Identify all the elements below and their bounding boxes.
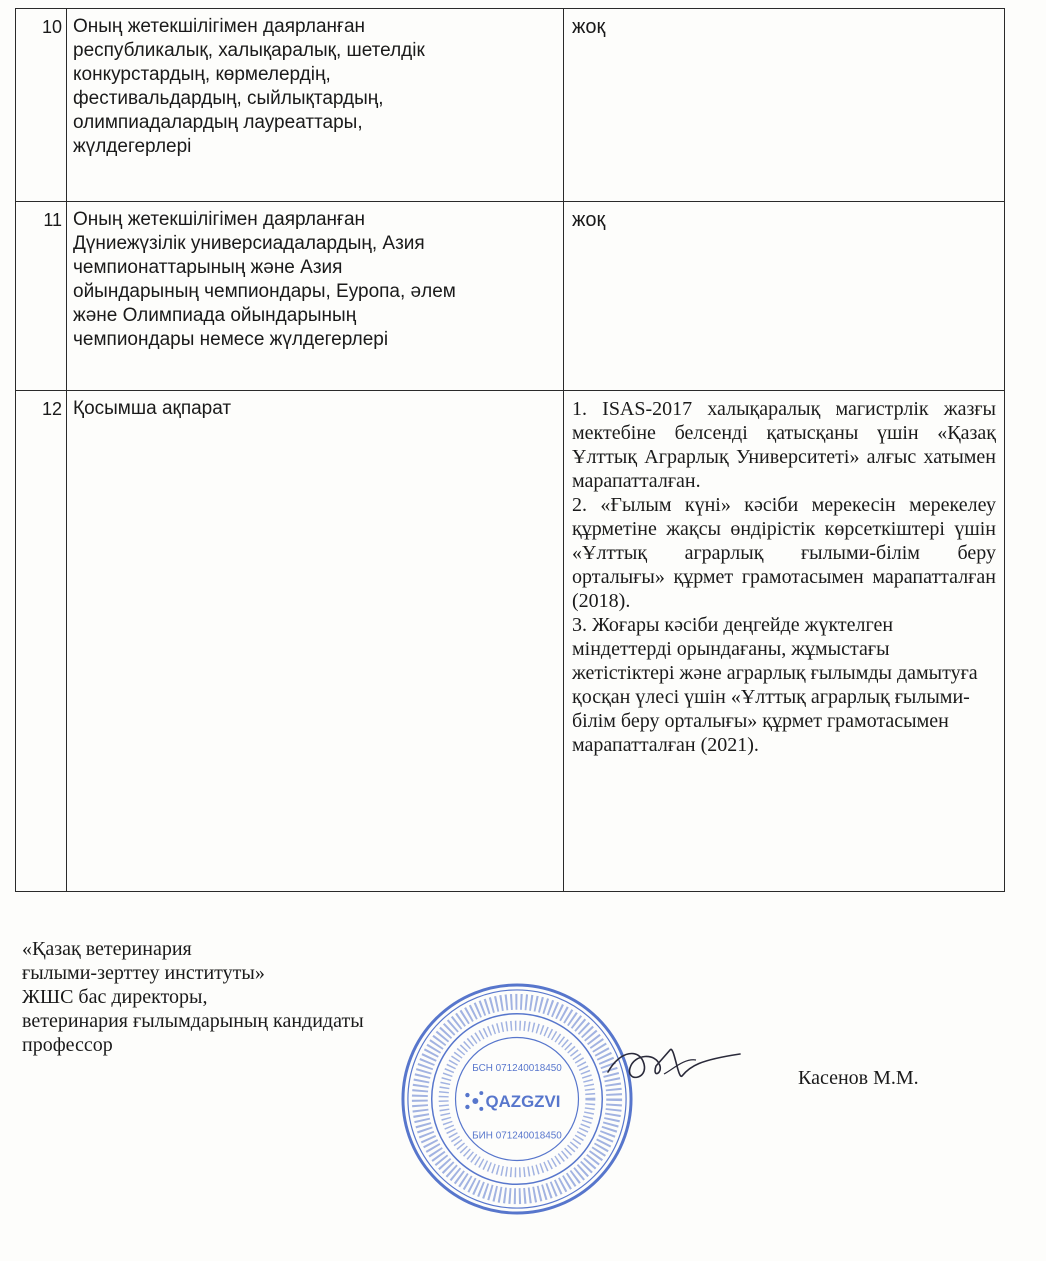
info-item: 2. «Ғылым күні» кәсіби мерекесін мерекелеу құрметіне жақсы өндірістік көрсеткіштері үшін «Ұлттық аграрлық ғылыми-білім беру орталығы» құрмет грамотасымен марапатталған (2018). xyxy=(572,494,996,612)
info-item: 1. ISAS-2017 халықаралық магистрлік жазғы мектебіне белсенді қатысқаны үшін «Қазақ Ұлттық Аграрлық Университеті» алғыс хатымен марапатталған. xyxy=(572,398,996,492)
criterion-line: жүлдегерлері xyxy=(73,136,192,157)
stamp-logo-text: QAZGZVI xyxy=(485,1091,561,1111)
criterion-line: фестивальдардың, сыйлықтардың, xyxy=(73,88,384,109)
criterion-line: конкурстардың, көрмелердің, xyxy=(73,64,331,85)
value-cell: жоқ xyxy=(564,202,1005,391)
signatory-line: профессор xyxy=(22,1034,113,1056)
additional-info-cell xyxy=(564,391,1005,892)
criterion-line: чемпионаттарының және Азия xyxy=(73,257,343,278)
signatory-line: ғылыми-зерттеу институты» xyxy=(22,962,265,984)
director-name: Касенов М.М. xyxy=(798,1067,919,1089)
criterion-cell xyxy=(67,391,564,892)
signatory-line: ветеринария ғылымдарының кандидаты xyxy=(22,1010,364,1032)
criterion-line: ойындарының чемпиондары, Еуропа, әлем xyxy=(73,281,456,302)
signatory-line: ЖШС бас директоры, xyxy=(22,986,208,1008)
row-number: 10 xyxy=(16,9,67,202)
stamp-bin-bottom: БИН 071240018450 xyxy=(472,1130,562,1142)
info-item: 3. Жоғары кәсіби деңгейде жүктелген міндеттерді орындағаны, жұмыстағы жетістіктері және аграрлық ғылымды дамытуға қосқан үлесі үшін «Ұлттық аграрлық ғылыми-білім беру орталығы» құрмет грамотасымен марапатталған (2021). xyxy=(572,614,978,756)
row-number: 11 xyxy=(16,202,67,391)
criterion-line: Қосымша ақпарат xyxy=(73,398,232,419)
handwritten-signature xyxy=(600,1030,750,1100)
criterion-line: олимпиадалардың лауреаттары, xyxy=(73,112,363,133)
stamp-bin-top: БСН 071240018450 xyxy=(472,1063,562,1075)
row-number: 12 xyxy=(16,391,67,892)
table-row xyxy=(16,391,1005,892)
criterion-line: чемпиондары немесе жүлдегерлері xyxy=(73,329,389,350)
value-cell: жоқ xyxy=(564,9,1005,202)
table-row xyxy=(16,9,1005,202)
criterion-line: Оның жетекшілігімен даярланған xyxy=(73,209,366,230)
criterion-cell xyxy=(67,202,564,391)
stamp-logo-icon xyxy=(465,1091,483,1111)
criterion-line: және Олимпиада ойындарының xyxy=(73,305,357,326)
criterion-line: Дүниежүзілік универсиадалардың, Азия xyxy=(73,233,425,254)
criterion-line: Оның жетекшілігімен даярланған xyxy=(73,16,366,37)
criterion-line: республикалық, халықаралық, шетелдік xyxy=(73,40,425,61)
criterion-cell xyxy=(67,9,564,202)
table-row xyxy=(16,202,1005,391)
signatory-line: «Қазақ ветеринария xyxy=(22,938,192,960)
achievements-table xyxy=(15,8,1005,892)
signature-block xyxy=(22,937,364,1057)
